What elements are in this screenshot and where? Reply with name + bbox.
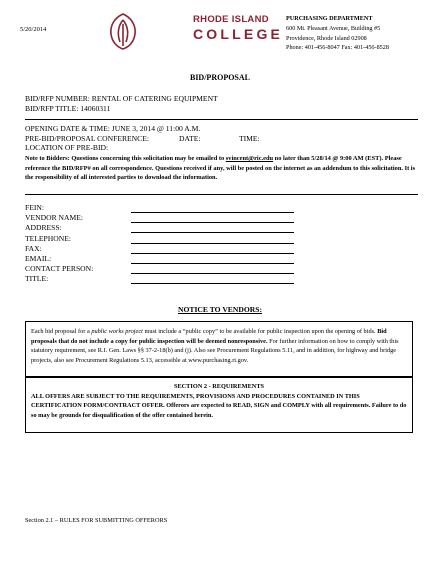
notice-text-1: Each bid proposal for a [31, 328, 92, 335]
rfp-info [25, 94, 218, 113]
section2-text: ALL OFFERS ARE SUBJECT TO THE REQUIREMENTS, PROVISIONS AND PROCEDURES CONTAINED IN THIS CERTIFICATION FORM/CONTRACT OFFER. Offerors are expected to READ, SIGN and COMPLY with all requirements. Failure to do so may be grounds for disqualification of the offer contained herein. [31, 392, 407, 419]
vendor-fields [25, 203, 93, 285]
vendor-field-label: TITLE: [25, 274, 49, 284]
notice-text-4: Bid proposals that do not include a copy for public inspection will be deemed nonresponsive. [31, 328, 387, 345]
opening-info [25, 124, 420, 153]
department-address-line2: Providence, Rhode Island 02908 [286, 34, 367, 42]
vendor-field-label: ADDRESS: [25, 223, 62, 233]
vendor-field-label: EMAIL: [25, 254, 52, 264]
note-text-2: no later than 5/28/14 @ 9:00 AM (EST). Please reference the BID/RFP# on all correspondence. Questions received if any, will be posted on the internet as an addendum to this solicitation. It is the responsibility of all interested parties to download the information. [25, 155, 416, 182]
prebid-date-label: DATE: [179, 133, 201, 143]
contact-email-link[interactable]: svincent@ric.edu [225, 155, 274, 162]
note-to-bidders [25, 154, 420, 183]
notice-text-2: public works project [91, 328, 143, 335]
vendor-field-label: FEIN: [25, 203, 44, 212]
note-text-1: Note to Bidders: Questions concerning this solicitation may be emailed to [25, 155, 226, 162]
vendor-field-input-line[interactable] [131, 232, 294, 233]
vendor-field-label: TELEPHONE: [25, 233, 71, 243]
vendor-field-input-line[interactable] [131, 263, 294, 264]
vendor-field-label: CONTACT PERSON: [25, 264, 94, 274]
opening-date-time: OPENING DATE & TIME: JUNE 3, 2014 @ 11:00 A.M. [25, 124, 201, 133]
notice-title: NOTICE TO VENDORS: [178, 305, 262, 314]
notice-box [25, 321, 413, 377]
department-title: PURCHASING DEPARTMENT [286, 15, 373, 22]
prebid-label: PRE-BID/PROPOSAL CONFERENCE: [25, 133, 149, 143]
vendor-field-input-line[interactable] [131, 253, 294, 254]
logo-line2: COLLEGE [193, 25, 284, 42]
section2-box [25, 377, 413, 433]
notice-text-3: must include a “public copy” to be available for public inspection upon the opening of bids. [142, 328, 378, 335]
logo-line1: RHODE ISLAND [193, 14, 269, 25]
vendor-field-label: VENDOR NAME: [25, 213, 84, 223]
section2-title: SECTION 2 - REQUIREMENTS [173, 383, 265, 390]
vendor-field-input-line[interactable] [131, 212, 294, 213]
document-date: 5/20/2014 [20, 26, 47, 33]
prebid-location-label: LOCATION OF PRE-BID: [25, 143, 109, 153]
department-address-line1: 600 Mt. Pleasant Avenue, Building #5 [286, 24, 381, 32]
college-logo-text [193, 15, 283, 41]
rfp-number: BID/RFP NUMBER: RENTAL OF CATERING EQUIPMENT [25, 94, 218, 103]
section-footer: Section 2.1 – RULES FOR SUBMITTING OFFERORS [25, 517, 168, 524]
vendor-field-label: FAX: [25, 243, 42, 253]
divider [25, 194, 418, 195]
prebid-time-label: TIME: [239, 133, 260, 143]
department-phone: Phone: 401-456-8047 Fax: 401-456-8528 [286, 44, 389, 52]
college-logo-icon [108, 12, 138, 50]
vendor-field-input-line[interactable] [131, 222, 294, 223]
divider [25, 119, 418, 120]
page-title: BID/PROPOSAL [189, 73, 250, 82]
vendor-field-input-line[interactable] [131, 283, 294, 284]
vendor-field-input-line[interactable] [131, 243, 294, 244]
vendor-field-input-line[interactable] [131, 273, 294, 274]
department-address [286, 14, 389, 53]
prebid-row [25, 134, 420, 144]
notice-text-5: For further information on how to comply with this statutory requirement, see R.I. Gen. Laws §§ 37-2-18(b) and (j). Also see Procurement Regulations 5.11, and in addition, for highway and bridge projects, also see Procurement Regulations 5.13, accessible at www.purchasing.ri.gov. [31, 337, 399, 364]
rfp-title: BID/RFP TITLE: 14060311 [25, 103, 111, 113]
